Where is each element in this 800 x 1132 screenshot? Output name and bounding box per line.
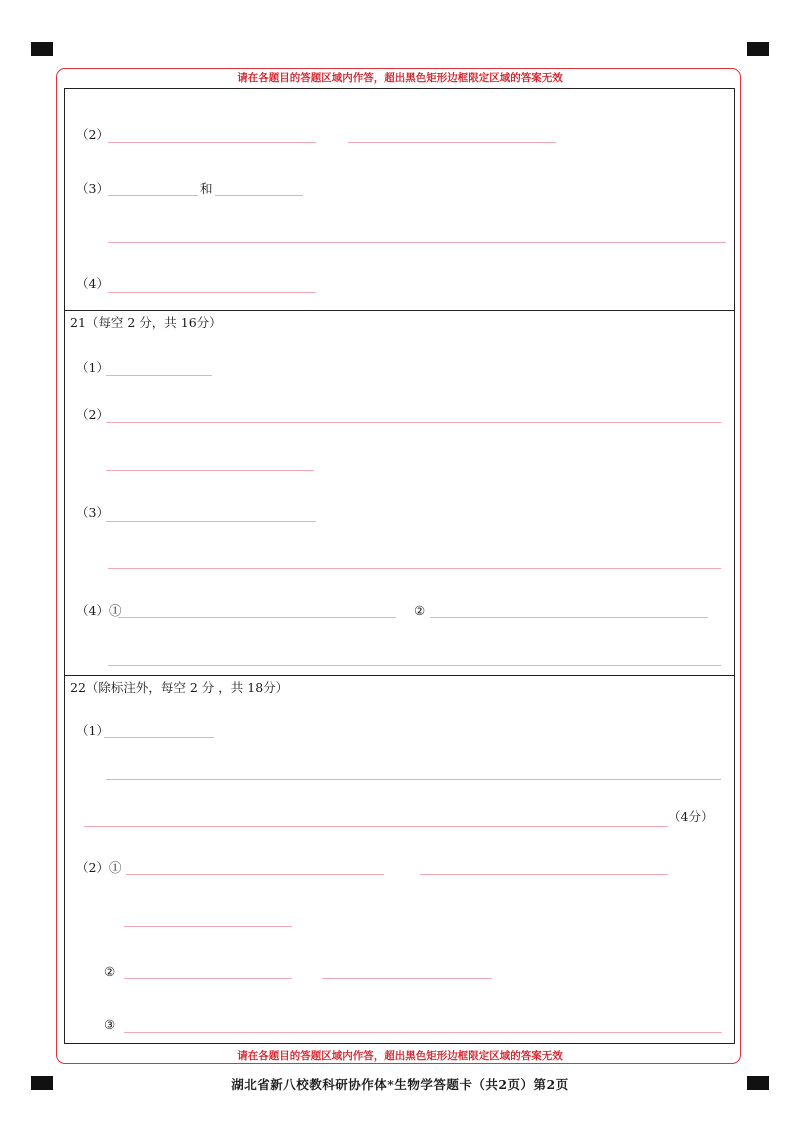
q22-header: 22（除标注外，每空 2 分 ，共 18分） (70, 680, 289, 695)
q21-part3-label: （3） (76, 505, 109, 520)
section-divider-22 (64, 675, 735, 676)
q21-part4-answer-line-2[interactable] (430, 617, 708, 618)
q21-part2-label: （2） (76, 407, 109, 422)
q21-part3-answer-line-1[interactable] (106, 521, 316, 522)
q20-part3-answer-line-3[interactable] (108, 242, 726, 243)
q22-part2-circle2: ② (104, 964, 116, 979)
bottom-warning-text: 请在各题目的答题区域内作答，超出黑色矩形边框限定区域的答案无效 (237, 1050, 563, 1062)
q20-part4-label: （4） (76, 276, 109, 291)
q21-part1-answer-line[interactable] (106, 375, 212, 376)
answer-box (64, 88, 735, 1044)
q22-part1-answer-line-1[interactable] (104, 737, 214, 738)
q21-part4-answer-line-3[interactable] (108, 665, 721, 666)
q21-part1-label: （1） (76, 360, 109, 375)
q22-part2-answer-line-1[interactable] (126, 874, 384, 875)
section-divider-21 (64, 310, 735, 311)
q22-part1-answer-line-3[interactable] (84, 826, 668, 827)
registration-mark-top-left (31, 42, 53, 56)
registration-mark-top-right (747, 42, 769, 56)
q22-part1-answer-line-2[interactable] (106, 779, 721, 780)
q21-part4-label: （4）① (76, 603, 122, 618)
q21-part3-answer-line-2[interactable] (108, 568, 721, 569)
q22-part2-circle3-answer-line[interactable] (124, 1032, 722, 1033)
q22-part2-circle2-answer-line-1[interactable] (124, 978, 292, 979)
page-footer: 湖北省新八校教科研协作体*生物学答题卡（共2页）第2页 (231, 1077, 569, 1092)
q21-part4-answer-line-1[interactable] (118, 617, 396, 618)
q21-part4-circle2: ② (414, 603, 426, 618)
q22-part2-answer-line-3[interactable] (124, 926, 292, 927)
q22-part1-label: （1） (76, 723, 109, 738)
q20-part3-answer-line-1[interactable] (108, 195, 198, 196)
q20-part2-answer-line-2[interactable] (348, 142, 556, 143)
q20-part2-answer-line-1[interactable] (108, 142, 316, 143)
q20-part3-label: （3） (76, 181, 109, 196)
q22-part2-circle3: ③ (104, 1017, 116, 1032)
q21-header: 21（每空 2 分，共 16分） (70, 315, 222, 330)
top-warning-text: 请在各题目的答题区域内作答，超出黑色矩形边框限定区域的答案无效 (237, 72, 563, 84)
q20-part3-and-text: 和 (200, 181, 213, 196)
q20-part2-label: （2） (76, 127, 109, 142)
q20-part4-answer-line[interactable] (108, 292, 316, 293)
q22-part2-circle2-answer-line-2[interactable] (322, 978, 492, 979)
q22-part1-score: （4分） (668, 809, 714, 824)
q21-part2-answer-line-2[interactable] (106, 470, 314, 471)
q22-part2-answer-line-2[interactable] (420, 874, 668, 875)
q21-part2-answer-line-1[interactable] (106, 422, 721, 423)
q22-part2-label: （2）① (76, 860, 122, 875)
q20-part3-answer-line-2[interactable] (215, 195, 303, 196)
